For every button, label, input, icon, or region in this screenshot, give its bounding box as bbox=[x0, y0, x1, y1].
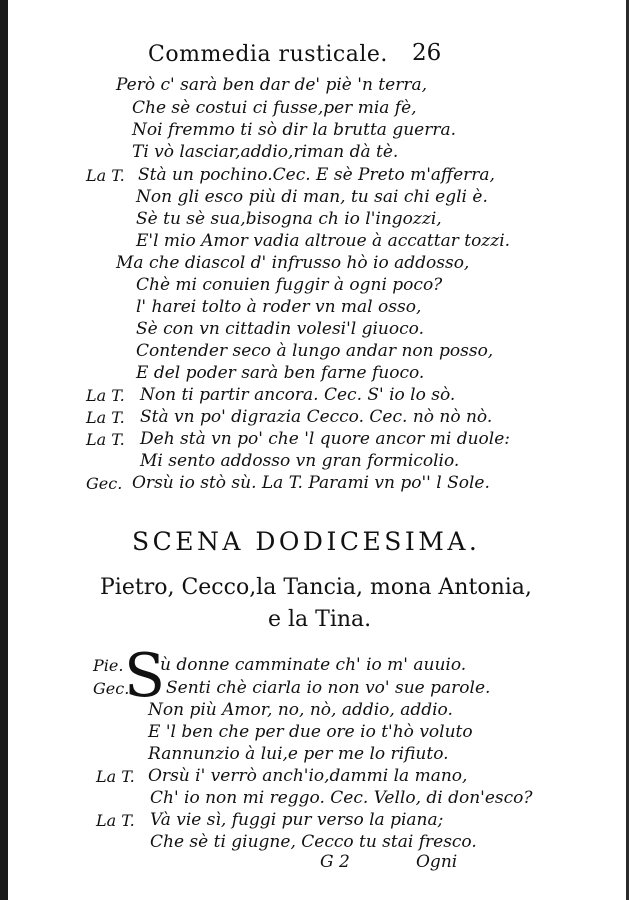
page-number: 26 bbox=[412, 40, 442, 66]
verse-line: Deh stà vn po' che 'l quore ancor mi duole: bbox=[140, 429, 511, 449]
catchword: Ogni bbox=[416, 852, 458, 872]
verse-line: Và vie sì, fuggi pur verso la piana; bbox=[150, 810, 444, 830]
verse-line: Mi sento addosso vn gran formicolio. bbox=[140, 451, 460, 471]
verse-line: Non gli esco più di man, tu sai chi egli è. bbox=[136, 187, 488, 207]
speaker-label: La T. bbox=[96, 767, 135, 786]
speaker-label: Pie. bbox=[93, 656, 124, 675]
speaker-label: La T. bbox=[96, 811, 135, 830]
drop-cap: S bbox=[124, 641, 166, 711]
signature-mark: G 2 bbox=[320, 852, 350, 872]
verse-line: E'l mio Amor vadia altroue à accattar tozzi. bbox=[136, 231, 511, 251]
verse-line: Sè tu sè sua,bisogna ch io l'ingozzi, bbox=[136, 209, 442, 229]
verse-line: Orsù io stò sù. La T. Parami vn po'' l Sole. bbox=[132, 473, 490, 493]
verse-line: Senti chè ciarla io non vo' sue parole. bbox=[166, 678, 491, 698]
verse-line: Che sè costui ci fusse,per mia fè, bbox=[132, 98, 417, 118]
speaker-label: La T. bbox=[86, 386, 125, 405]
page-edge-left bbox=[0, 0, 8, 900]
verse-line: l' harei tolto à roder vn mal osso, bbox=[136, 297, 422, 317]
verse-line: Noi fremmo ti sò dir la brutta guerra. bbox=[132, 120, 457, 140]
verse-line: Stà un pochino.Cec. E sè Preto m'afferra, bbox=[138, 165, 495, 185]
verse-line: Orsù i' verrò anch'io,dammi la mano, bbox=[148, 766, 468, 786]
verse-line: E 'l ben che per due ore io t'hò voluto bbox=[148, 722, 473, 742]
running-title: Commedia rusticale. bbox=[148, 42, 388, 67]
verse-line: Ch' io non mi reggo. Cec. Vello, di don'esco? bbox=[150, 788, 533, 808]
cast-list-line-2: e la Tina. bbox=[268, 607, 372, 632]
verse-line: Sè con vn cittadin volesi'l giuoco. bbox=[136, 319, 424, 339]
verse-line: Che sè ti giugne, Cecco tu stai fresco. bbox=[150, 832, 477, 852]
speaker-label: La T. bbox=[86, 166, 125, 185]
speaker-label: La T. bbox=[86, 430, 125, 449]
verse-line: Ma che diascol d' infrusso hò io addosso, bbox=[116, 253, 470, 273]
verse-line: Non più Amor, no, nò, addio, addio. bbox=[148, 700, 453, 720]
scene-title: SCENA DODICESIMA. bbox=[132, 527, 481, 556]
cast-list-line-1: Pietro, Cecco,la Tancia, mona Antonia, bbox=[100, 575, 532, 600]
verse-line: Stà vn po' digrazia Cecco. Cec. nò nò nò. bbox=[140, 407, 493, 427]
verse-line: Rannunzio à lui,e per me lo rifiuto. bbox=[148, 744, 449, 764]
verse-line: Non ti partir ancora. Cec. S' io lo sò. bbox=[140, 385, 456, 405]
verse-line: Contender seco à lungo andar non posso, bbox=[136, 341, 494, 361]
verse-line: Però c' sarà ben dar de' piè 'n terra, bbox=[116, 75, 427, 95]
verse-line: Chè mi conuien fuggir à ogni poco? bbox=[136, 275, 443, 295]
verse-line: E del poder sarà ben farne fuoco. bbox=[136, 363, 425, 383]
verse-line: Ti vò lasciar,addio,riman dà tè. bbox=[132, 142, 399, 162]
speaker-label: Gec. bbox=[93, 679, 130, 698]
verse-line: ù donne camminate ch' io m' auuio. bbox=[160, 655, 467, 675]
speaker-label: La T. bbox=[86, 408, 125, 427]
speaker-label: Gec. bbox=[86, 474, 123, 493]
